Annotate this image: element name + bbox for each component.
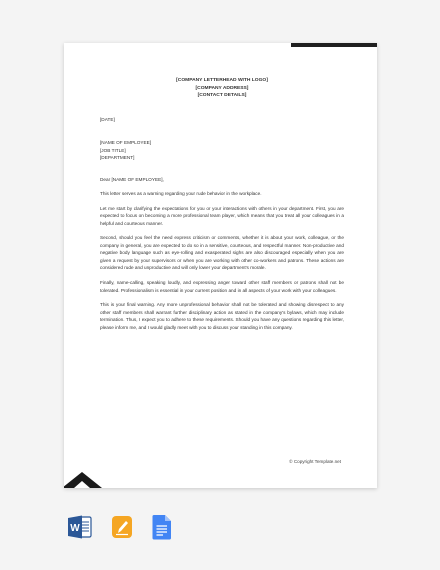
recipient-title: [JOB TITLE] [100,147,126,153]
google-docs-icon[interactable] [152,514,172,540]
recipient-block [100,139,344,162]
paragraph-final-warning: This is your final warning. Any more unprofessional behavior shall not be tolerated and showing disrespect to any other staff members shall warrant further disciplinary action as stated in the company's bylaws, which may include termination. Thus, I expect you to adhere to these requirements. Should you have any questions regarding this letter, please inform me, and I would gladly meet with you to discuss your standing in this company. [100,302,344,330]
letterhead-address: [COMPANY ADDRESS] [195,85,249,91]
recipient-name: [NAME OF EMPLOYEE] [100,140,152,146]
copyright-notice: © Copyright Template.net [289,459,341,464]
decorative-corner-chevron [64,464,102,488]
paragraph-conduct: Finally, name-calling, speaking loudly, and expressing anger toward other staff members or patrons shall not be tolerated. Professionalism is essential in your current position and in all aspects of your work with your colleagues. [100,280,344,293]
letterhead-company: [COMPANY LETTERHEAD WITH LOGO] [176,78,268,83]
letter-date: [DATE] [100,116,115,122]
recipient-department: [DEPARTMENT] [100,155,135,161]
pages-icon[interactable] [110,514,134,540]
paragraph-intro: This letter serves as a warning regarding your rude behavior in the workplace. [100,191,262,197]
document-page [64,43,377,488]
letterhead-contact: [CONTACT DETAILS] [197,93,247,99]
word-icon-letter: W [70,523,80,534]
letter-body [100,77,344,338]
decorative-top-bar [291,43,377,47]
word-icon[interactable] [68,514,92,540]
letterhead [100,77,344,100]
format-icons [68,514,172,540]
salutation: Dear [NAME OF EMPLOYEE], [100,176,164,182]
paragraph-expectations: Let me start by clarifying the expectations for you or your interactions with others in your department. First, you are expected to focus on becoming a more professional team player, which means that you treat all your colleagues in a helpful and courteous manner. [100,205,344,226]
paragraph-criticism: Second, should you feel the need express criticism or comments, whether it is about your work, colleague, or the company in general, you are expected to do so in a sensitive, courteous, and respectful manner. Non-productive and negative body language such as eye-rolling and exasperated sighs are also discouraged especially when you are given a request by your supervisors or when you are working with other co-workers and patrons. These actions are considered rude and unproductive and will only lower your department's morale. [100,235,344,271]
